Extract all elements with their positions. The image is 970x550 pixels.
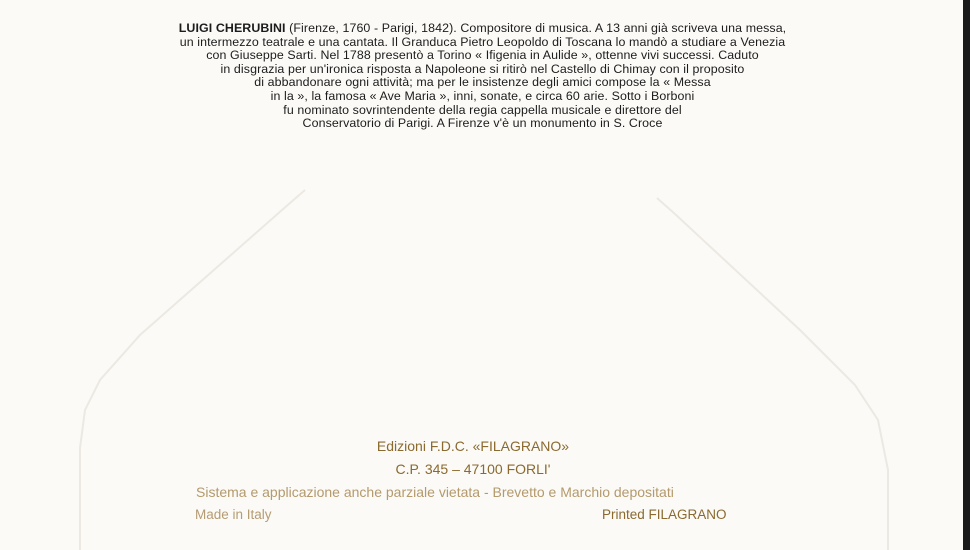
patent-disclaimer: Sistema e applicazione anche parziale vietata - Brevetto e Marchio depositati	[196, 484, 674, 500]
biography-line: in disgrazia per un'ironica risposta a Napoleone si ritirò nel Castello di Chimay con il proposito	[220, 61, 745, 76]
made-in-italy: Made in Italy	[195, 507, 272, 522]
scan-border	[963, 0, 970, 550]
biography-line: un intermezzo teatrale e una cantata. Il Granduca Pietro Leopoldo di Toscana lo mandò a studiare a Venezia	[179, 34, 786, 49]
biography-text	[80, 22, 885, 131]
biography-line: di abbandonare ogni attività; ma per le insistenze degli amici compose la « Messa	[254, 75, 711, 90]
publisher-address: C.P. 345 – 47100 FORLI'	[395, 461, 551, 477]
biography-line: con Giuseppe Sarti. Nel 1788 presentò a Torino « Ifigenia in Aulide », ottenne vivi successi. Caduto	[206, 48, 759, 63]
biography-line: fu nominato sovrintendente della regia cappella musicale e direttore del	[283, 102, 682, 117]
publisher-name: Edizioni F.D.C. «FILAGRANO»	[376, 438, 570, 454]
biography-line: Conservatorio di Parigi. A Firenze v'è un monumento in S. Croce	[302, 116, 663, 131]
biography-line: LUIGI CHERUBINI (Firenze, 1760 - Parigi, 1842). Compositore di musica. A 13 anni già scriveva una messa,	[178, 21, 787, 35]
right-flap-edge	[657, 198, 888, 550]
biography-line: in la », la famosa « Ave Maria », inni, sonate, e circa 60 arie. Sotto i Borboni	[270, 88, 695, 103]
composer-name: LUIGI CHERUBINI	[178, 21, 286, 35]
printed-by: Printed FILAGRANO	[602, 507, 727, 522]
